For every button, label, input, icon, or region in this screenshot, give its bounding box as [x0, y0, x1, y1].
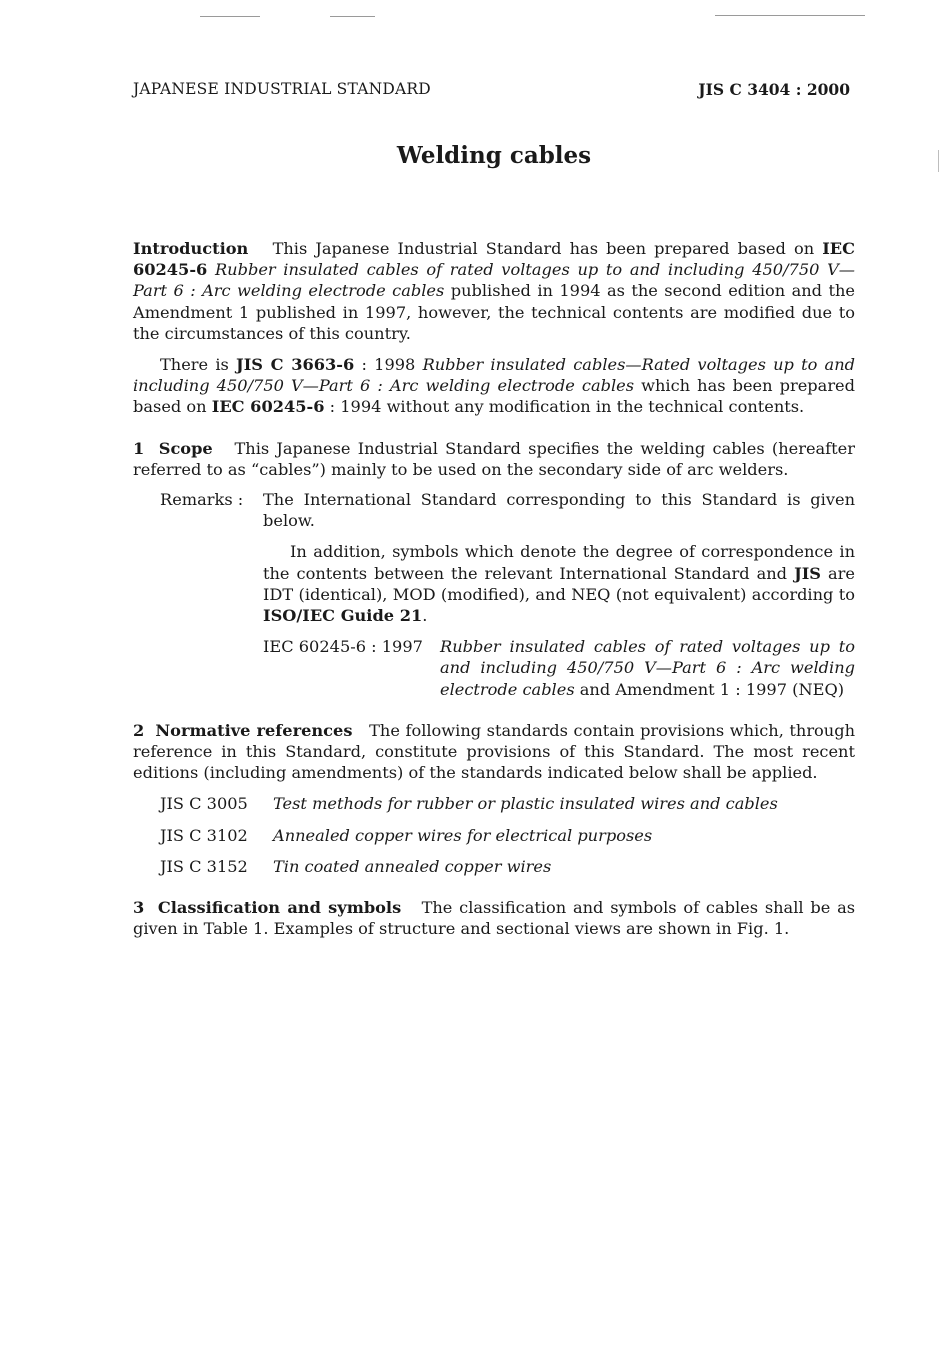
section-text: The following standards contain provisions which, through reference in this Standard, constitute provisions of this Standard. The most recent editions (including amendments) of the standards indicated below shall be applied.	[133, 720, 856, 783]
reference-item	[133, 793, 855, 814]
remarks-body	[263, 489, 855, 700]
reference-title: Test methods for rubber or plastic insulated wires and cables	[273, 794, 778, 814]
section-text: The classification and symbols of cables shall be as given in Table 1. Examples of structure and sectional views are shown in Fig. 1.	[133, 898, 856, 939]
reference-code: JIS C 3005	[160, 794, 248, 814]
reference-item	[133, 856, 855, 877]
intro-iec-title: Rubber insulated cables of rated voltages up to and including 450/750 V—Part 6 : Arc welding electrode cables	[133, 260, 855, 301]
remarks-paragraph	[263, 541, 855, 626]
scan-mark	[200, 16, 260, 17]
section-number: 1	[133, 438, 145, 458]
section-scope	[133, 438, 855, 700]
reference-item	[133, 825, 855, 846]
page-header	[133, 80, 850, 104]
section-number: 3	[133, 898, 145, 918]
remarks-label: Remarks :	[160, 490, 244, 510]
intro-iec-ref: IEC 60245-6	[211, 397, 325, 417]
scan-mark	[715, 15, 865, 16]
section-heading: Scope	[158, 438, 213, 458]
reference-title: Tin coated annealed copper wires	[273, 856, 552, 876]
reference-code: JIS C 3102	[160, 825, 248, 845]
iec-reference-title: Rubber insulated cables of rated voltages up to and including 450/750 V—Part 6 : Arc welding electrode cables	[440, 637, 855, 699]
introduction-paragraph-2	[133, 354, 855, 418]
iec-reference-description	[440, 636, 855, 700]
classification-paragraph	[133, 897, 855, 939]
reference-code: JIS C 3152	[160, 856, 248, 876]
scope-paragraph	[133, 438, 855, 480]
intro-text: which has been prepared based on	[133, 376, 856, 417]
section-number: 2	[133, 720, 145, 740]
page-title: Welding cables	[396, 142, 592, 169]
remarks	[133, 489, 855, 700]
remarks-paragraph: The International Standard corresponding to this Standard is given below.	[263, 490, 855, 531]
intro-text: published in 1994 as the second edition and the Amendment 1 published in 1997, however, the technical contents are modified due to the circumstances of this country.	[133, 281, 855, 343]
reference-title: Annealed copper wires for electrical purposes	[273, 825, 653, 845]
intro-jis-ref: JIS C 3663-6	[236, 355, 355, 375]
intro-iec-ref: IEC 60245-6	[133, 239, 856, 280]
intro-text: There is	[160, 355, 229, 375]
intro-text: This Japanese Industrial Standard has been prepared based on	[272, 239, 815, 258]
header-standard-type: JAPANESE INDUSTRIAL STANDARD	[133, 80, 431, 98]
header-standard-number: JIS C 3404 : 2000	[698, 80, 850, 99]
section-text: This Japanese Industrial Standard specifies the welding cables (hereafter referred to as “cables”) mainly to be used on the secondary side of arc welders.	[133, 438, 855, 479]
intro-text: : 1998	[361, 355, 416, 375]
section-normative-references	[133, 720, 855, 877]
remarks-bold: JIS	[794, 563, 821, 583]
remarks-text: are IDT (identical), MOD (modified), and NEQ (not equivalent) according to	[263, 563, 855, 604]
remarks-text: .	[422, 606, 428, 626]
iec-reference	[263, 636, 855, 700]
scan-mark	[330, 16, 375, 17]
introduction-heading: Introduction	[133, 239, 249, 258]
remarks-bold: ISO/IEC Guide 21	[263, 606, 423, 626]
section-classification	[133, 897, 855, 939]
section-heading: Normative references	[155, 720, 353, 740]
document-body	[133, 238, 855, 939]
iec-reference-code: IEC 60245-6 : 1997	[263, 637, 423, 657]
remarks-text: In addition, symbols which denote the degree of correspondence in the contents between the relevant International Standard and	[263, 542, 855, 583]
section-heading: Classification and symbols	[157, 898, 402, 918]
introduction-paragraph-1	[133, 238, 855, 344]
intro-jis-title: Rubber insulated cables—Rated voltages up to and including 450/750 V—Part 6 : Arc welding electrode cables	[133, 355, 856, 396]
intro-text: : 1994 without any modification in the technical contents.	[329, 397, 805, 417]
iec-reference-suffix: and Amendment 1 : 1997 (NEQ)	[579, 679, 845, 699]
normative-references-paragraph	[133, 720, 855, 784]
